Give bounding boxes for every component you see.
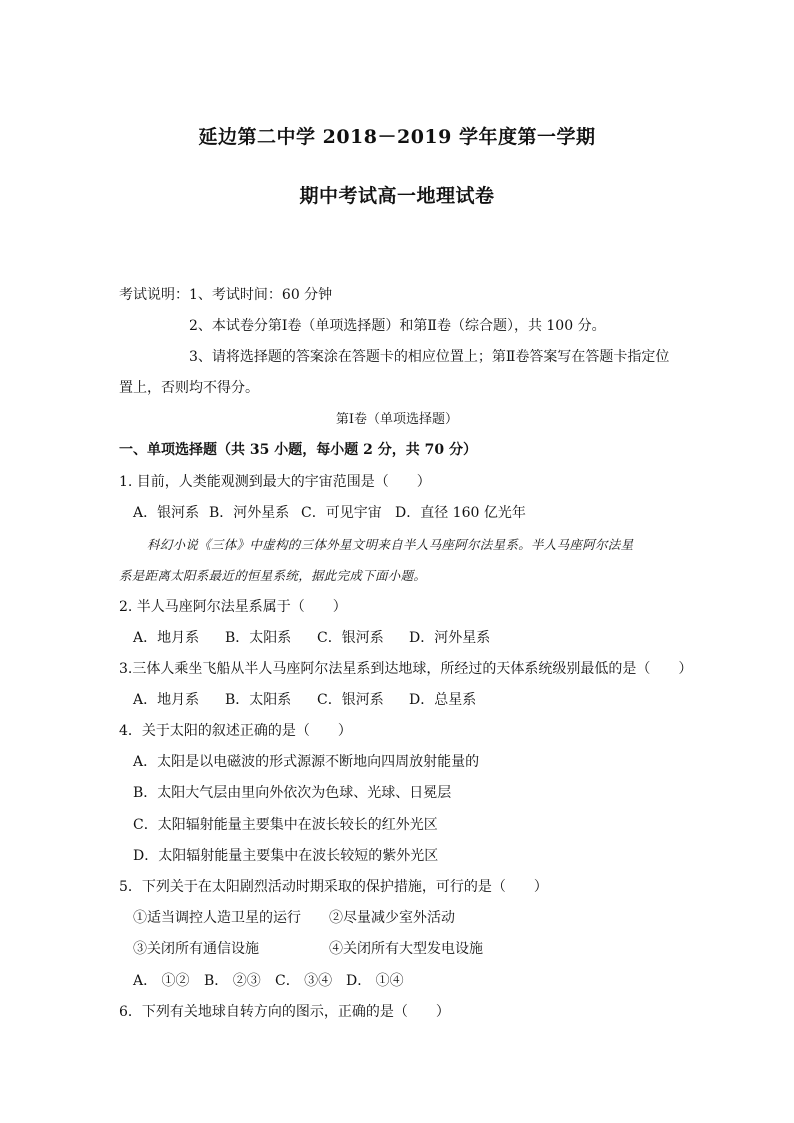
question-5-item-4: ④关闭所有大型发电设施 bbox=[329, 941, 483, 957]
question-5-option-a: A． ①② bbox=[133, 973, 190, 989]
question-4-stem: 4．关于太阳的叙述正确的是（ ） bbox=[119, 723, 352, 739]
question-5-items-row-2 bbox=[133, 939, 483, 959]
instruction-line-1: 考试说明：1、考试时间：60 分钟 bbox=[119, 287, 333, 303]
instruction-line-2: 2、本试卷分第Ⅰ卷（单项选择题）和第Ⅱ卷（综合题），共 100 分。 bbox=[189, 318, 606, 334]
question-2-option-b: B．太阳系 bbox=[225, 630, 292, 646]
question-2-option-c: C．银河系 bbox=[317, 630, 384, 646]
question-3-options bbox=[133, 690, 476, 710]
question-1-option-b: B．河外星系 bbox=[209, 505, 290, 521]
question-2-options bbox=[133, 628, 490, 648]
question-5-options bbox=[133, 971, 404, 991]
instruction-line-3: 3、请将选择题的答案涂在答题卡的相应位置上；第Ⅱ卷答案写在答题卡指定位 bbox=[189, 349, 670, 365]
question-4-option-d: D．太阳辐射能量主要集中在波长较短的紫外光区 bbox=[133, 848, 439, 864]
question-3-option-c: C．银河系 bbox=[317, 692, 384, 708]
volume-title: 第Ⅰ卷（单项选择题） bbox=[335, 412, 459, 427]
question-5-stem: 5．下列关于在太阳剧烈活动时期采取的保护措施，可行的是（ ） bbox=[119, 879, 548, 895]
question-1-option-c: C．可见宇宙 bbox=[301, 505, 382, 521]
exam-title-line2: 期中考试高一地理试卷 bbox=[299, 185, 495, 207]
question-5-item-1: ①适当调控人造卫星的运行 bbox=[133, 910, 301, 926]
question-1-stem: 1. 目前，人类能观测到最大的宇宙范围是（ ） bbox=[119, 474, 431, 490]
instruction-line-4: 置上，否则均不得分。 bbox=[119, 380, 259, 396]
question-5-option-d: D． ①④ bbox=[346, 973, 404, 989]
question-2-stem: 2. 半人马座阿尔法星系属于（ ） bbox=[119, 599, 347, 615]
question-4-option-c: C．太阳辐射能量主要集中在波长较长的红外光区 bbox=[133, 817, 438, 833]
question-6-stem: 6．下列有关地球自转方向的图示，正确的是（ ） bbox=[119, 1004, 450, 1020]
question-1-options bbox=[133, 503, 526, 523]
passage-line-2: 系是距离太阳系最近的恒星系统，据此完成下面小题。 bbox=[119, 568, 427, 583]
exam-title-line1: 延边第二中学 2018－2019 学年度第一学期 bbox=[198, 126, 596, 148]
question-2-option-d: D．河外星系 bbox=[409, 630, 491, 646]
question-3-stem: 3.三体人乘坐飞船从半人马座阿尔法星系到达地球，所经过的天体系统级别最低的是（ ） bbox=[119, 661, 693, 677]
question-5-option-b: B． ②③ bbox=[204, 973, 261, 989]
question-2-option-a: A．地月系 bbox=[133, 630, 200, 646]
question-5-items-row-1 bbox=[133, 908, 455, 928]
question-1-option-d: D．直径 160 亿光年 bbox=[395, 505, 526, 521]
question-1-option-a: A．银河系 bbox=[133, 505, 200, 521]
question-5-item-2: ②尽量减少室外活动 bbox=[329, 910, 455, 926]
question-3-option-d: D．总星系 bbox=[409, 692, 477, 708]
question-5-option-c: C． ③④ bbox=[275, 973, 333, 989]
question-3-option-b: B．太阳系 bbox=[225, 692, 292, 708]
part-title: 一、单项选择题（共 35 小题，每小题 2 分，共 70 分） bbox=[119, 442, 477, 458]
question-4-option-b: B．太阳大气层由里向外依次为色球、光球、日冕层 bbox=[133, 785, 452, 801]
passage-line-1: 科幻小说《三体》中虚构的三体外星文明来自半人马座阿尔法星系。半人马座阿尔法星 bbox=[147, 537, 634, 552]
question-4-option-a: A．太阳是以电磁波的形式源源不断地向四周放射能量的 bbox=[133, 754, 480, 770]
question-3-option-a: A．地月系 bbox=[133, 692, 200, 708]
question-5-item-3: ③关闭所有通信设施 bbox=[133, 941, 259, 957]
